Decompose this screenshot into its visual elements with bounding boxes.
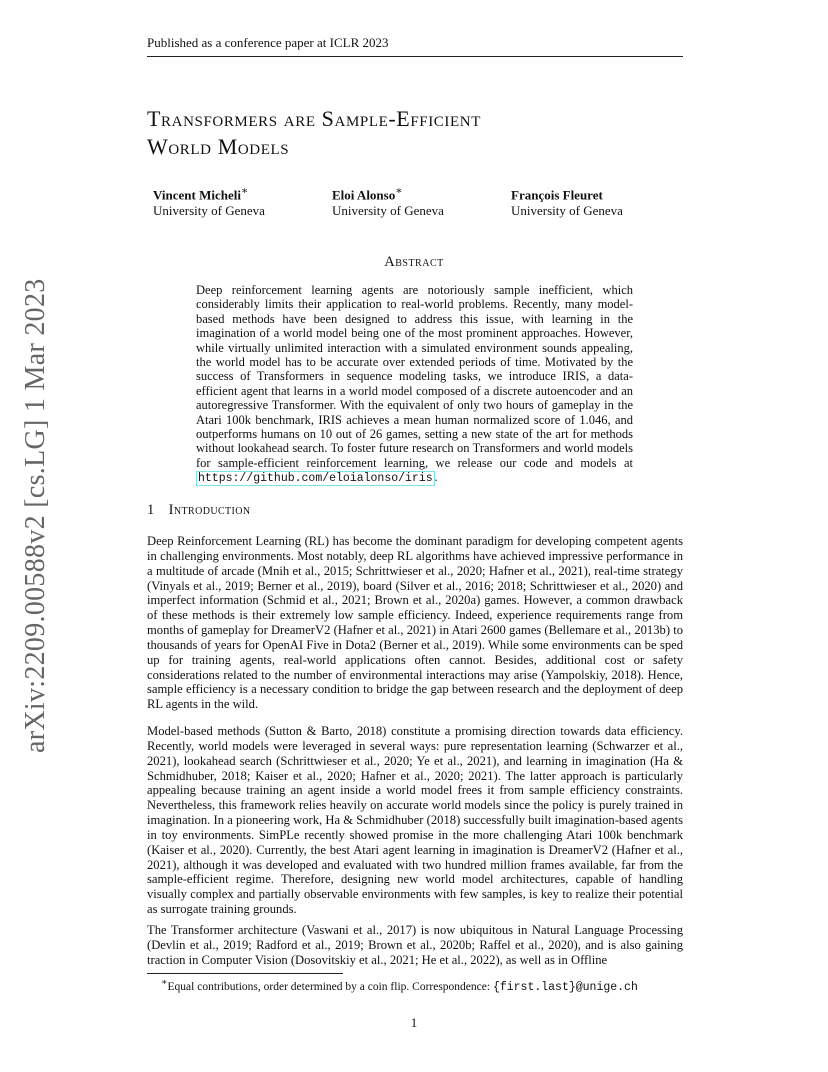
footnote: [161, 977, 638, 994]
code-repo-link[interactable]: https://github.com/eloialonso/iris: [198, 472, 433, 486]
abstract-end: .: [434, 470, 438, 485]
author-name: François Fleuret: [511, 187, 603, 203]
paragraph: Model-based methods (Sutton & Barto, 2018) constitute a promising direction towards data efficiency. Recently, world models were leveraged in several ways: pure representation learning (Schwarzer et al., 2021), lookahead search (Schrittwieser et al., 2020; Ye et al., 2021), and learning in imagination (Ha & Schmidhuber, 2018; Kaiser et al., 2020; Hafner et al., 2020; 2021). The latter approach is particularly appealing because training an agent inside a world model frees it from sample efficiency constraints. Nevertheless, this framework relies heavily on accurate world models since the policy is purely trained in imagination. In a pioneering work, Ha & Schmidhuber (2018) successfully built imagination-based agents in toy environments. SimPLe recently showed promise in the more challenging Atari 100k benchmark (Kaiser et al., 2020). Currently, the best Atari agent learning in imagination is DreamerV2 (Hafner et al., 2021), although it was developed and evaluated with two hundred million frames available, far from the sample-efficient regime. Therefore, designing new world model architectures, capable of handling visually complex and partially observable environments with few samples, is key to realize their potential as surrogate training grounds.: [147, 724, 683, 917]
running-header: Published as a conference paper at ICLR 2023: [147, 35, 683, 57]
paper-title: [147, 105, 687, 161]
author-footnote-mark: ∗: [395, 185, 403, 197]
section-number: 1: [147, 502, 155, 518]
paragraph: Deep Reinforcement Learning (RL) has become the dominant paradigm for developing competent agents in challenging environments. Most notably, deep RL algorithms have achieved impressive performance in a multitude of arcade (Mnih et al., 2015; Schrittwieser et al., 2020; Hafner et al., 2021), real-time strategy (Vinyals et al., 2019; Berner et al., 2019), board (Silver et al., 2016; 2018; Schrittwieser et al., 2020) and imperfect information (Schmid et al., 2021; Brown et al., 2020a) games. However, a common drawback of these methods is their extremely low sample efficiency. Indeed, experience requirements range from months of gameplay for DreamerV2 (Hafner et al., 2021) in Atari 2600 games (Bellemare et al., 2013b) to thousands of years for OpenAI Five in Dota2 (Berner et al., 2019). While some environments can be sped up for training agents, real-world applications often cannot. Besides, additional cost or safety considerations related to the number of environmental interactions may arise (Yampolskiy, 2018). Hence, sample efficiency is a necessary condition to bridge the gap between research and the deployment of deep RL agents in the wild.: [147, 534, 683, 712]
author-name: Vincent Micheli: [153, 187, 241, 203]
abstract-body: [196, 283, 633, 487]
paragraph: The Transformer architecture (Vaswani et al., 2017) is now ubiquitous in Natural Language Processing (Devlin et al., 2019; Radford et al., 2019; Brown et al., 2020b; Raffel et al., 2020), and is also gaining traction in Computer Vision (Dosovitskiy et al., 2021; He et al., 2022), as well as in Offline: [147, 923, 683, 967]
footnote-divider: [147, 973, 343, 974]
section-title: Introduction: [168, 502, 251, 518]
section-heading: [147, 502, 251, 519]
title-line-1: Transformers are Sample-Efficient: [147, 106, 481, 131]
page-number: 1: [410, 1015, 418, 1030]
author-affiliation: University of Geneva: [511, 203, 623, 219]
title-line-2: World Models: [147, 134, 290, 159]
author-affiliation: University of Geneva: [153, 203, 265, 219]
arxiv-side-stamp: arXiv:2209.00588v2 [cs.LG] 1 Mar 2023: [20, 278, 51, 753]
footnote-mark: ∗: [161, 977, 168, 988]
author-footnote-mark: ∗: [240, 185, 249, 197]
footnote-text: Equal contributions, order determined by a coin flip. Correspondence:: [167, 980, 491, 993]
author-name: Eloi Alonso: [332, 187, 396, 203]
author-block: [332, 183, 444, 219]
author-block: [153, 183, 265, 219]
abstract-text: Deep reinforcement learning agents are notoriously sample inefficient, which considerably limits their application to real-world problems. Recently, many model-based methods have been designed to address this issue, with learning in the imagination of a world model being one of the most prominent approaches. However, while virtually unlimited interaction with a simulated environment sounds appealing, the world model has to be accurate over extended periods of time. Motivated by the success of Transformers in sequence modeling tasks, we introduce IRIS, a data-efficient agent that learns in a world model composed of a discrete autoencoder and an autoregressive Transformer. With the equivalent of only two hours of gameplay in the Atari 100k benchmark, IRIS achieves a mean human normalized score of 1.046, and outperforms humans on 10 out of 26 games, setting a new state of the art for methods without lookahead search. To foster future research on Transformers and world models for sample-efficient reinforcement learning, we release our code and models at: [196, 283, 633, 470]
author-affiliation: University of Geneva: [332, 203, 444, 219]
author-block: [511, 183, 623, 219]
abstract-heading: Abstract: [384, 254, 444, 270]
correspondence-email: {first.last}@unige.ch: [492, 980, 638, 994]
